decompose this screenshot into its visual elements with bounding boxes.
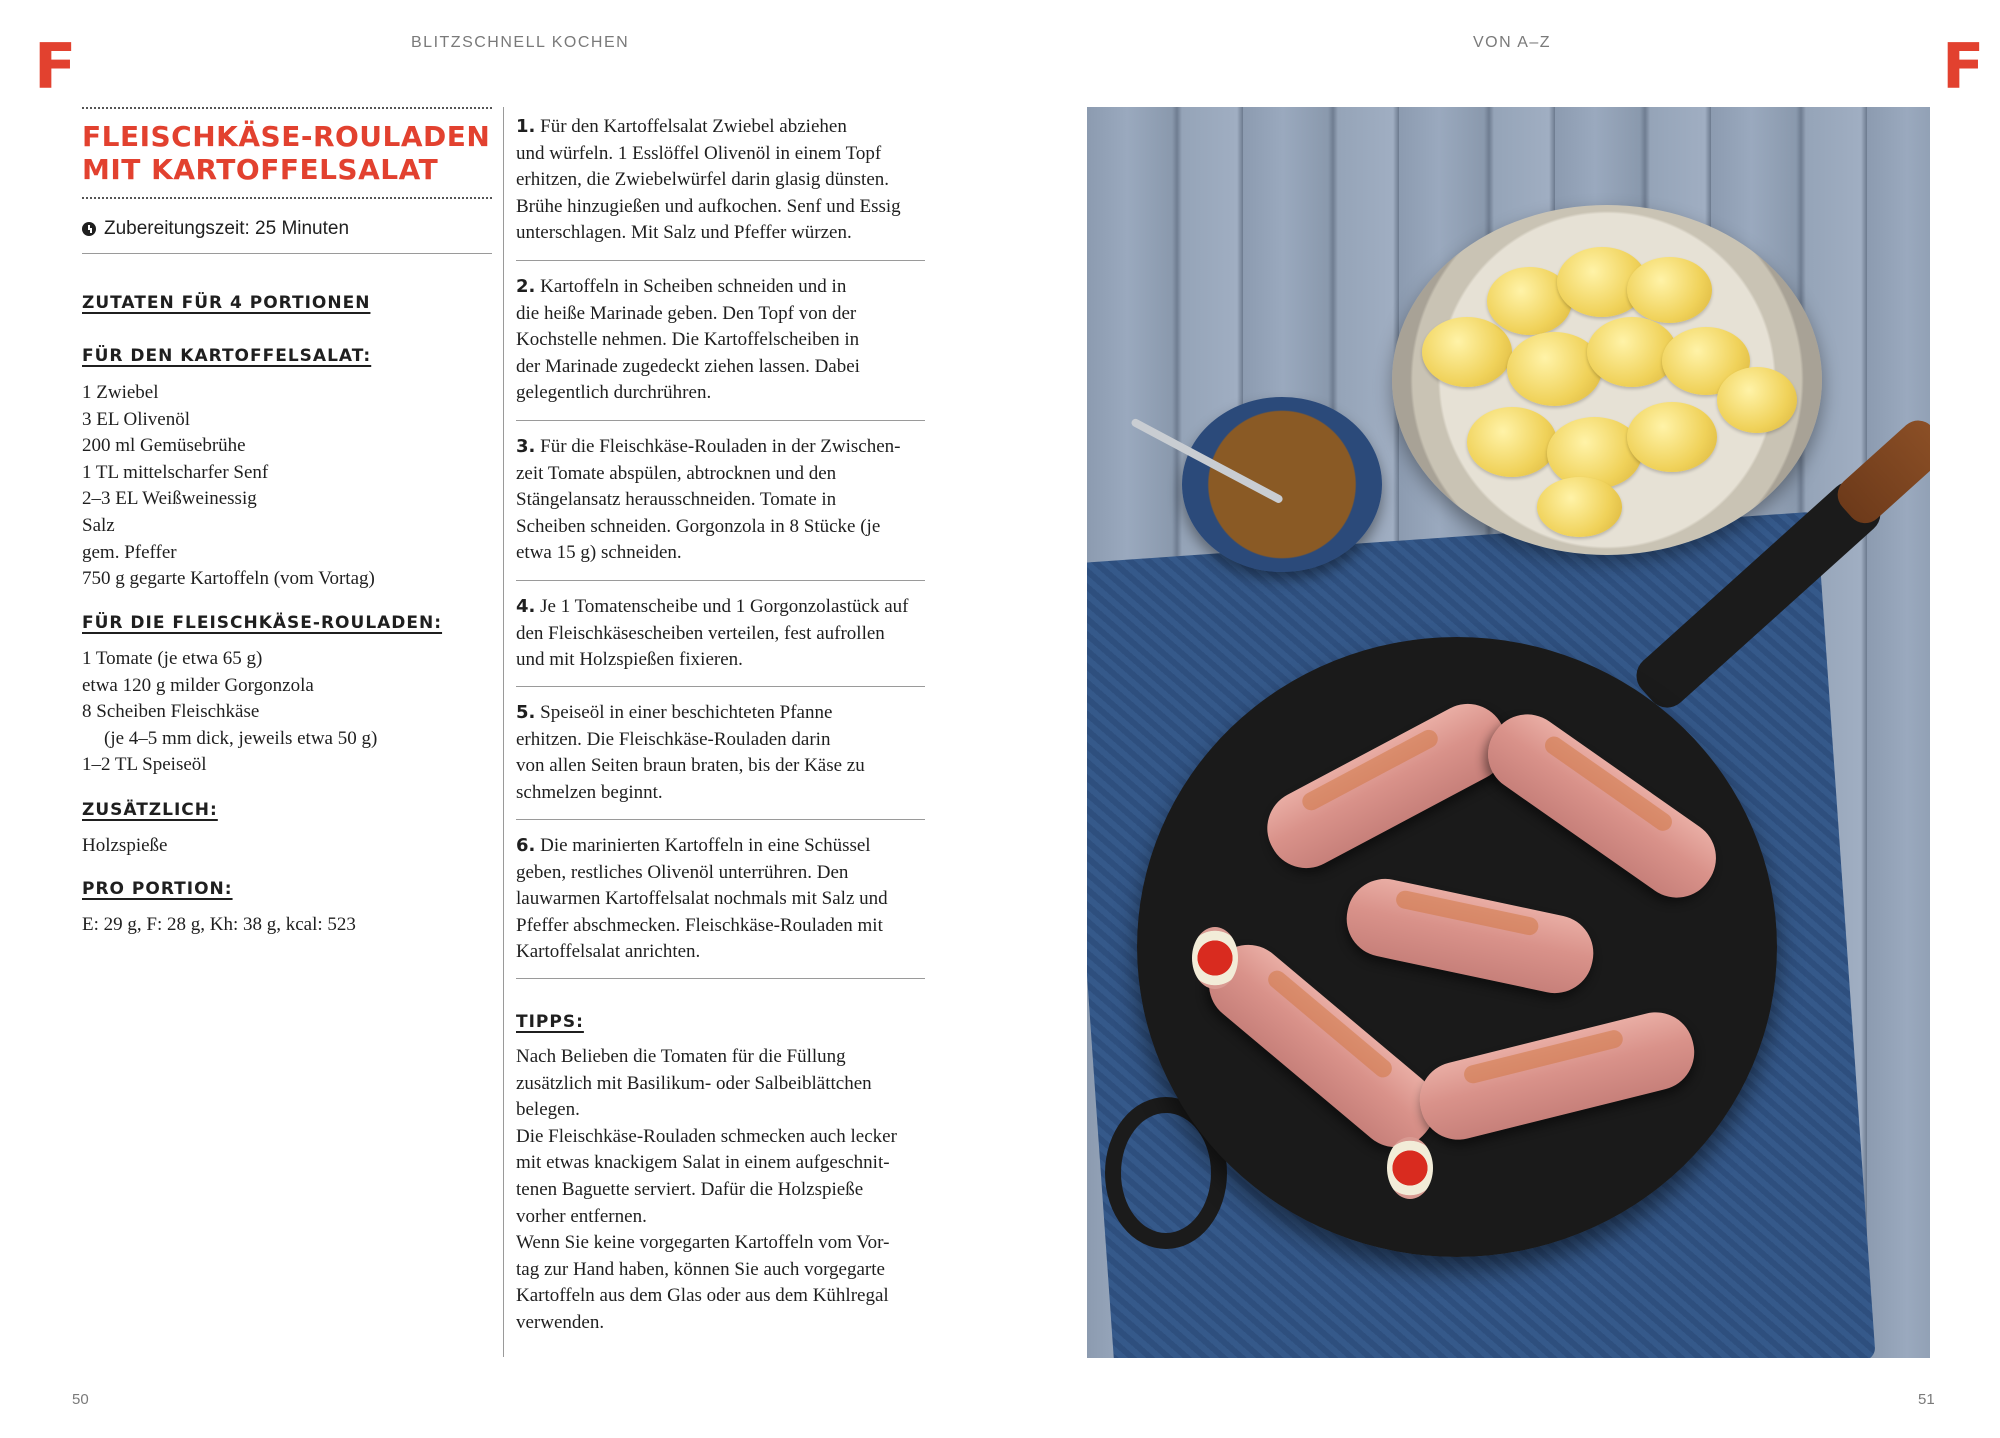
step-line: Kartoffelsalat anrichten. <box>516 941 701 963</box>
step-line: die heiße Marinade geben. Den Topf von der <box>516 302 857 324</box>
tip-line: tenen Baguette serviert. Dafür die Holzspieße <box>516 1178 864 1200</box>
column-divider <box>503 107 504 1357</box>
step-6 <box>516 833 936 966</box>
step-line: erhitzen. Die Fleischkäse-Rouladen darin <box>516 728 831 750</box>
tips-heading: TIPPS: <box>516 1012 584 1032</box>
step-line: Für den Kartoffelsalat Zwiebel abziehen <box>540 116 847 137</box>
step-line: unterschlagen. Mit Salz und Pfeffer würzen. <box>516 222 852 244</box>
step-divider <box>516 260 925 261</box>
running-head-left: BLITZSCHNELL KOCHEN <box>411 34 630 51</box>
step-line: Scheiben schneiden. Gorgonzola in 8 Stücke (je <box>516 515 881 537</box>
tip-line: Kartoffeln aus dem Glas oder aus dem Kühlregal <box>516 1285 889 1307</box>
step-line: Pfeffer abschmecken. Fleischkäse-Rouladen mit <box>516 914 883 936</box>
recipe-title <box>82 120 502 186</box>
step-line: Die marinierten Kartoffeln in eine Schüssel <box>540 835 871 856</box>
ingredient: 3 EL Olivenöl <box>82 408 190 430</box>
step-line: von allen Seiten braun braten, bis der Käse zu <box>516 755 865 777</box>
step-number: 5. <box>516 702 536 723</box>
step-line: Je 1 Tomatenscheibe und 1 Gorgonzolastück auf <box>540 596 909 617</box>
mustard-bowl <box>1182 397 1382 572</box>
ingredient: Salz <box>82 514 115 536</box>
tip-line: belegen. <box>516 1099 580 1121</box>
step-divider <box>516 580 925 581</box>
title-rule-bottom <box>82 197 492 199</box>
step-number: 4. <box>516 596 536 617</box>
tip-line: Wenn Sie keine vorgegarten Kartoffeln vom Vor- <box>516 1232 890 1254</box>
clock-icon <box>82 222 96 236</box>
tip-line: Die Fleischkäse-Rouladen schmecken auch lecker <box>516 1125 897 1147</box>
portion-heading: PRO PORTION: <box>82 879 233 899</box>
rolls-ingredients <box>82 646 377 779</box>
roulade-filling <box>1387 1137 1433 1199</box>
step-4 <box>516 594 946 674</box>
step-line: den Fleischkäsescheiben verteilen, fest aufrollen <box>516 622 885 644</box>
step-line: Kochstelle nehmen. Die Kartoffelscheiben in <box>516 329 860 351</box>
tip-line: vorher entfernen. <box>516 1205 647 1227</box>
section-letter-right: F <box>1942 30 1985 103</box>
step-line: etwa 15 g) schneiden. <box>516 542 682 564</box>
roulade-filling <box>1192 927 1238 989</box>
step-number: 3. <box>516 436 536 457</box>
ingredient: 8 Scheiben Fleischkäse <box>82 701 260 723</box>
step-line: und würfeln. 1 Esslöffel Olivenöl in einem Topf <box>516 142 882 164</box>
ingredient: 2–3 EL Weißweinessig <box>82 488 257 510</box>
step-3 <box>516 434 946 567</box>
step-number: 2. <box>516 276 536 297</box>
step-line: lauwarmen Kartoffelsalat nochmals mit Salz und <box>516 888 888 910</box>
ingredient: gem. Pfeffer <box>82 541 177 563</box>
page-number-left: 50 <box>72 1391 89 1408</box>
tip-line: tag zur Hand haben, können Sie auch vorgegarte <box>516 1258 885 1280</box>
potato-slice <box>1422 317 1512 387</box>
recipe-title-line1: FLEISCHKÄSE-ROULADEN <box>82 120 491 153</box>
step-5 <box>516 700 936 806</box>
tip-line: verwenden. <box>516 1311 605 1333</box>
step-line: schmelzen beginnt. <box>516 781 663 803</box>
step-1 <box>516 114 936 247</box>
step-line: Stängelansatz herausschneiden. Tomate in <box>516 489 837 511</box>
recipe-title-line2: MIT KARTOFFELSALAT <box>82 153 439 186</box>
ingredient: 1 Tomate (je etwa 65 g) <box>82 648 263 669</box>
step-divider <box>516 686 925 687</box>
ingredient: 1–2 TL Speiseöl <box>82 754 207 776</box>
page-number-right: 51 <box>1918 1391 1935 1408</box>
running-head-right: VON A–Z <box>1473 34 1552 51</box>
tip-line: zusätzlich mit Basilikum- oder Salbeiblättchen <box>516 1072 872 1094</box>
step-line: geben, restliches Olivenöl unterrühren. Den <box>516 861 849 883</box>
potato-slice <box>1627 402 1717 472</box>
extra-item: Holzspieße <box>82 835 168 856</box>
step-line: Speiseöl in einer beschichteten Pfanne <box>540 702 833 723</box>
step-line: zeit Tomate abspülen, abtrocknen und den <box>516 462 837 484</box>
step-line: Kartoffeln in Scheiben schneiden und in <box>540 276 847 297</box>
ingredient: 1 Zwiebel <box>82 382 159 403</box>
step-divider <box>516 420 925 421</box>
ingredient: 200 ml Gemüsebrühe <box>82 435 246 457</box>
tip-line: mit etwas knackigem Salat in einem aufgeschnit- <box>516 1152 890 1174</box>
ingredient: etwa 120 g milder Gorgonzola <box>82 674 314 696</box>
salad-ingredients <box>82 380 375 593</box>
servings-heading: ZUTATEN FÜR 4 PORTIONEN <box>82 293 371 313</box>
step-divider <box>516 978 925 979</box>
step-number: 6. <box>516 835 536 856</box>
step-number: 1. <box>516 116 536 137</box>
title-rule-top <box>82 107 492 109</box>
step-line: gelegentlich durchrühren. <box>516 382 712 404</box>
step-line: erhitzen, die Zwiebelwürfel darin glasig dünsten. <box>516 169 890 191</box>
potato-slice <box>1627 257 1712 323</box>
rolls-heading: FÜR DIE FLEISCHKÄSE-ROULADEN: <box>82 613 443 633</box>
section-letter-left: F <box>34 30 77 103</box>
portion-values: E: 29 g, F: 28 g, Kh: 38 g, kcal: 523 <box>82 914 356 935</box>
potato-slice <box>1537 477 1622 537</box>
ingredient: 1 TL mittelscharfer Senf <box>82 461 269 483</box>
step-line: Für die Fleischkäse-Rouladen in der Zwischen- <box>540 436 901 457</box>
prep-time-text: Zubereitungszeit: 25 Minuten <box>104 218 350 239</box>
potato-slice <box>1717 367 1797 433</box>
tips-text <box>516 1044 897 1337</box>
ingredient: 750 g gegarte Kartoffeln (vom Vortag) <box>82 568 375 590</box>
extra-heading: ZUSÄTZLICH: <box>82 800 218 820</box>
food-photo <box>1087 107 1930 1358</box>
salad-heading: FÜR DEN KARTOFFELSALAT: <box>82 346 372 366</box>
ingredient: (je 4–5 mm dick, jeweils etwa 50 g) <box>104 727 378 749</box>
step-line: und mit Holzspießen fixieren. <box>516 649 743 671</box>
step-line: der Marinade zugedeckt ziehen lassen. Dabei <box>516 355 860 377</box>
divider <box>82 253 492 254</box>
tip-line: Nach Belieben die Tomaten für die Füllung <box>516 1046 846 1067</box>
prep-time <box>82 218 349 240</box>
step-2 <box>516 274 936 407</box>
step-divider <box>516 819 925 820</box>
step-line: Brühe hinzugießen und aufkochen. Senf und Essig <box>516 195 901 217</box>
potato-slice <box>1467 407 1557 477</box>
